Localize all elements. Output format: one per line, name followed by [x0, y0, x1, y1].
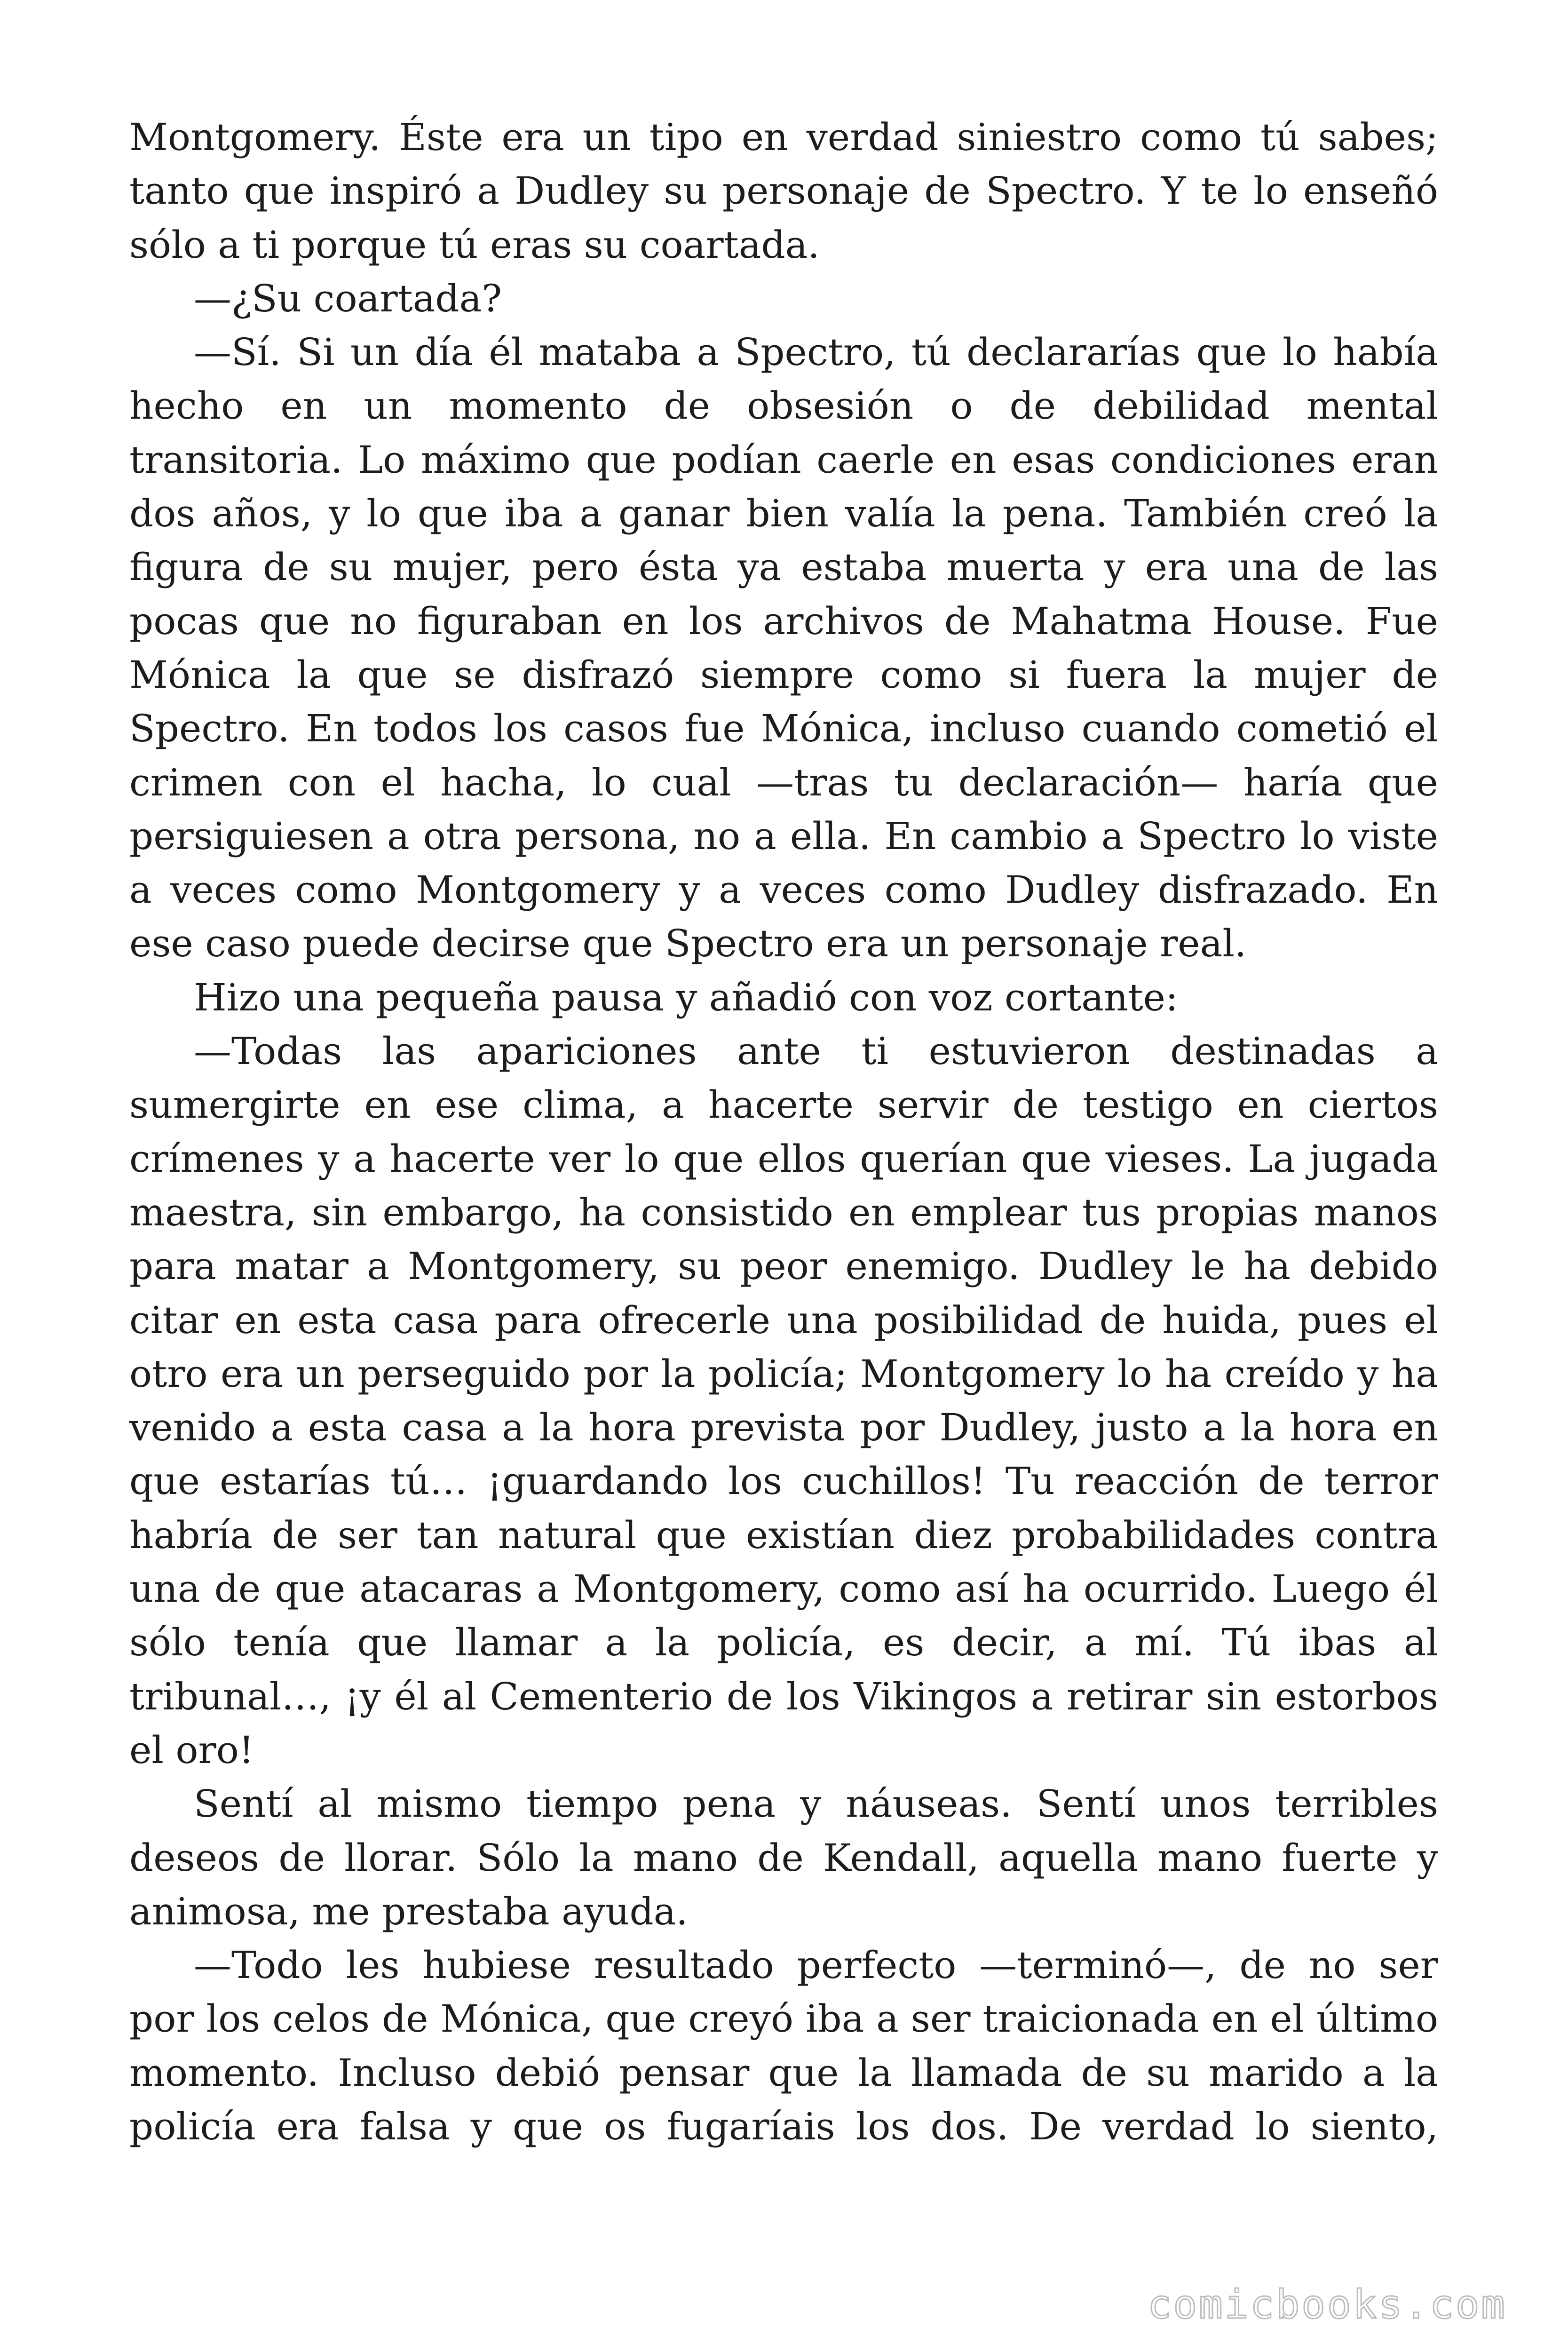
- text-line: policía era falsa y que os fugaríais los dos. De verdad lo siento,: [129, 2104, 1438, 2148]
- text-line: que estarías tú… ¡guardando los cuchillos! Tu reacción de terror: [129, 1459, 1438, 1503]
- text-line: una de que atacaras a Montgomery, como así ha ocurrido. Luego él: [129, 1567, 1438, 1611]
- text-line: Montgomery. Éste era un tipo en verdad siniestro como tú sabes;: [129, 115, 1438, 159]
- text-line: dos años, y lo que iba a ganar bien valía la pena. También creó la: [129, 492, 1438, 536]
- text-line: tribunal…, ¡y él al Cementerio de los Vikingos a retirar sin estorbos: [129, 1674, 1438, 1718]
- paragraph: [129, 326, 1438, 971]
- text-line: Mónica la que se disfrazó siempre como si fuera la mujer de: [129, 652, 1438, 697]
- text-line: maestra, sin embargo, ha consistido en emplear tus propias manos: [129, 1190, 1438, 1234]
- text-line: Hizo una pequeña pausa y añadió con voz cortante:: [194, 975, 1178, 1019]
- text-line: figura de su mujer, pero ésta ya estaba muerta y era una de las: [129, 545, 1438, 589]
- text-line: hecho en un momento de obsesión o de debilidad mental: [129, 384, 1438, 428]
- text-line: —¿Su coartada?: [194, 276, 502, 320]
- text-line: sólo tenía que llamar a la policía, es decir, a mí. Tú ibas al: [129, 1621, 1438, 1665]
- watermark: comicbooks.com: [1147, 2281, 1507, 2328]
- text-line: habría de ser tan natural que existían diez probabilidades contra: [129, 1513, 1438, 1557]
- text-line: por los celos de Mónica, que creyó iba a ser traicionada en el último: [129, 1997, 1438, 2041]
- text-line: a veces como Montgomery y a veces como Dudley disfrazado. En: [129, 868, 1438, 912]
- paragraph: [129, 272, 1438, 326]
- text-line: deseos de llorar. Sólo la mano de Kendall, aquella mano fuerte y: [129, 1836, 1438, 1880]
- text-line: Spectro. En todos los casos fue Mónica, incluso cuando cometió el: [129, 707, 1438, 751]
- text-line: transitoria. Lo máximo que podían caerle en esas condiciones eran: [129, 437, 1438, 482]
- text-line: momento. Incluso debió pensar que la llamada de su marido a la: [129, 2050, 1438, 2095]
- text-line: para matar a Montgomery, su peor enemigo. Dudley le ha debido: [129, 1244, 1438, 1288]
- text-line: sólo a ti porque tú eras su coartada.: [129, 222, 820, 267]
- text-line: —Sí. Si un día él mataba a Spectro, tú declararías que lo había: [194, 330, 1438, 374]
- text-line: animosa, me prestaba ayuda.: [129, 1889, 688, 1933]
- text-line: sumergirte en ese clima, a hacerte servir de testigo en ciertos: [129, 1083, 1438, 1127]
- body-text: [129, 111, 1438, 2153]
- paragraph: [129, 1777, 1438, 1939]
- text-line: otro era un perseguido por la policía; Montgomery lo ha creído y ha: [129, 1351, 1438, 1396]
- text-line: citar en esta casa para ofrecerle una posibilidad de huida, pues el: [129, 1298, 1438, 1342]
- paragraph: [129, 1939, 1438, 2153]
- text-line: crímenes y a hacerte ver lo que ellos querían que vieses. La jugada: [129, 1136, 1438, 1181]
- text-line: el oro!: [129, 1728, 254, 1772]
- text-line: venido a esta casa a la hora prevista por Dudley, justo a la hora en: [129, 1406, 1438, 1450]
- text-line: pocas que no figuraban en los archivos de Mahatma House. Fue: [129, 599, 1438, 643]
- paragraph: [129, 111, 1438, 272]
- text-line: ese caso puede decirse que Spectro era un personaje real.: [129, 922, 1247, 966]
- text-line: persiguiesen a otra persona, no a ella. En cambio a Spectro lo viste: [129, 814, 1438, 858]
- text-line: —Todas las apariciones ante ti estuvieron destinadas a: [194, 1029, 1438, 1073]
- text-line: Sentí al mismo tiempo pena y náuseas. Sentí unos terribles: [194, 1782, 1438, 1826]
- text-line: tanto que inspiró a Dudley su personaje de Spectro. Y te lo enseñó: [129, 169, 1438, 213]
- paragraph: [129, 971, 1438, 1025]
- paragraph: [129, 1025, 1438, 1777]
- text-line: crimen con el hacha, lo cual —tras tu declaración— haría que: [129, 760, 1438, 804]
- text-line: —Todo les hubiese resultado perfecto —terminó—, de no ser: [194, 1943, 1438, 1987]
